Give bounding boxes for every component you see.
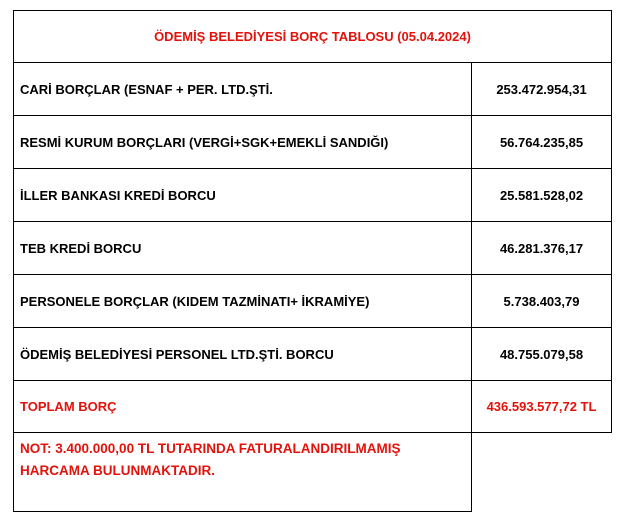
total-label: TOPLAM BORÇ bbox=[14, 381, 472, 433]
row-value: 253.472.954,31 bbox=[472, 63, 612, 116]
table-title: ÖDEMİŞ BELEDİYESİ BORÇ TABLOSU (05.04.2024) bbox=[14, 11, 612, 63]
row-value: 46.281.376,17 bbox=[472, 222, 612, 275]
empty-cell bbox=[472, 433, 612, 512]
row-label: PERSONELE BORÇLAR (KIDEM TAZMİNATI+ İKRAMİYE) bbox=[14, 275, 472, 328]
row-label: ÖDEMİŞ BELEDİYESİ PERSONEL LTD.ŞTİ. BORCU bbox=[14, 328, 472, 381]
row-value: 48.755.079,58 bbox=[472, 328, 612, 381]
table-row bbox=[14, 275, 612, 328]
table-row bbox=[14, 328, 612, 381]
row-label: CARİ BORÇLAR (ESNAF + PER. LTD.ŞTİ. bbox=[14, 63, 472, 116]
table-row bbox=[14, 116, 612, 169]
title-row bbox=[14, 11, 612, 63]
table-row bbox=[14, 169, 612, 222]
total-value: 436.593.577,72 TL bbox=[472, 381, 612, 433]
note-row bbox=[14, 433, 612, 512]
row-label: RESMİ KURUM BORÇLARI (VERGİ+SGK+EMEKLİ SANDIĞI) bbox=[14, 116, 472, 169]
row-label: İLLER BANKASI KREDİ BORCU bbox=[14, 169, 472, 222]
total-row bbox=[14, 381, 612, 433]
table-row bbox=[14, 222, 612, 275]
debt-table bbox=[13, 10, 612, 512]
table-row bbox=[14, 63, 612, 116]
note-cell bbox=[14, 433, 472, 512]
note-line-2: HARCAMA BULUNMAKTADIR. bbox=[20, 463, 215, 478]
row-label: TEB KREDİ BORCU bbox=[14, 222, 472, 275]
row-value: 56.764.235,85 bbox=[472, 116, 612, 169]
row-value: 5.738.403,79 bbox=[472, 275, 612, 328]
note-line-1: NOT: 3.400.000,00 TL TUTARINDA FATURALANDIRILMAMIŞ bbox=[20, 441, 401, 456]
row-value: 25.581.528,02 bbox=[472, 169, 612, 222]
